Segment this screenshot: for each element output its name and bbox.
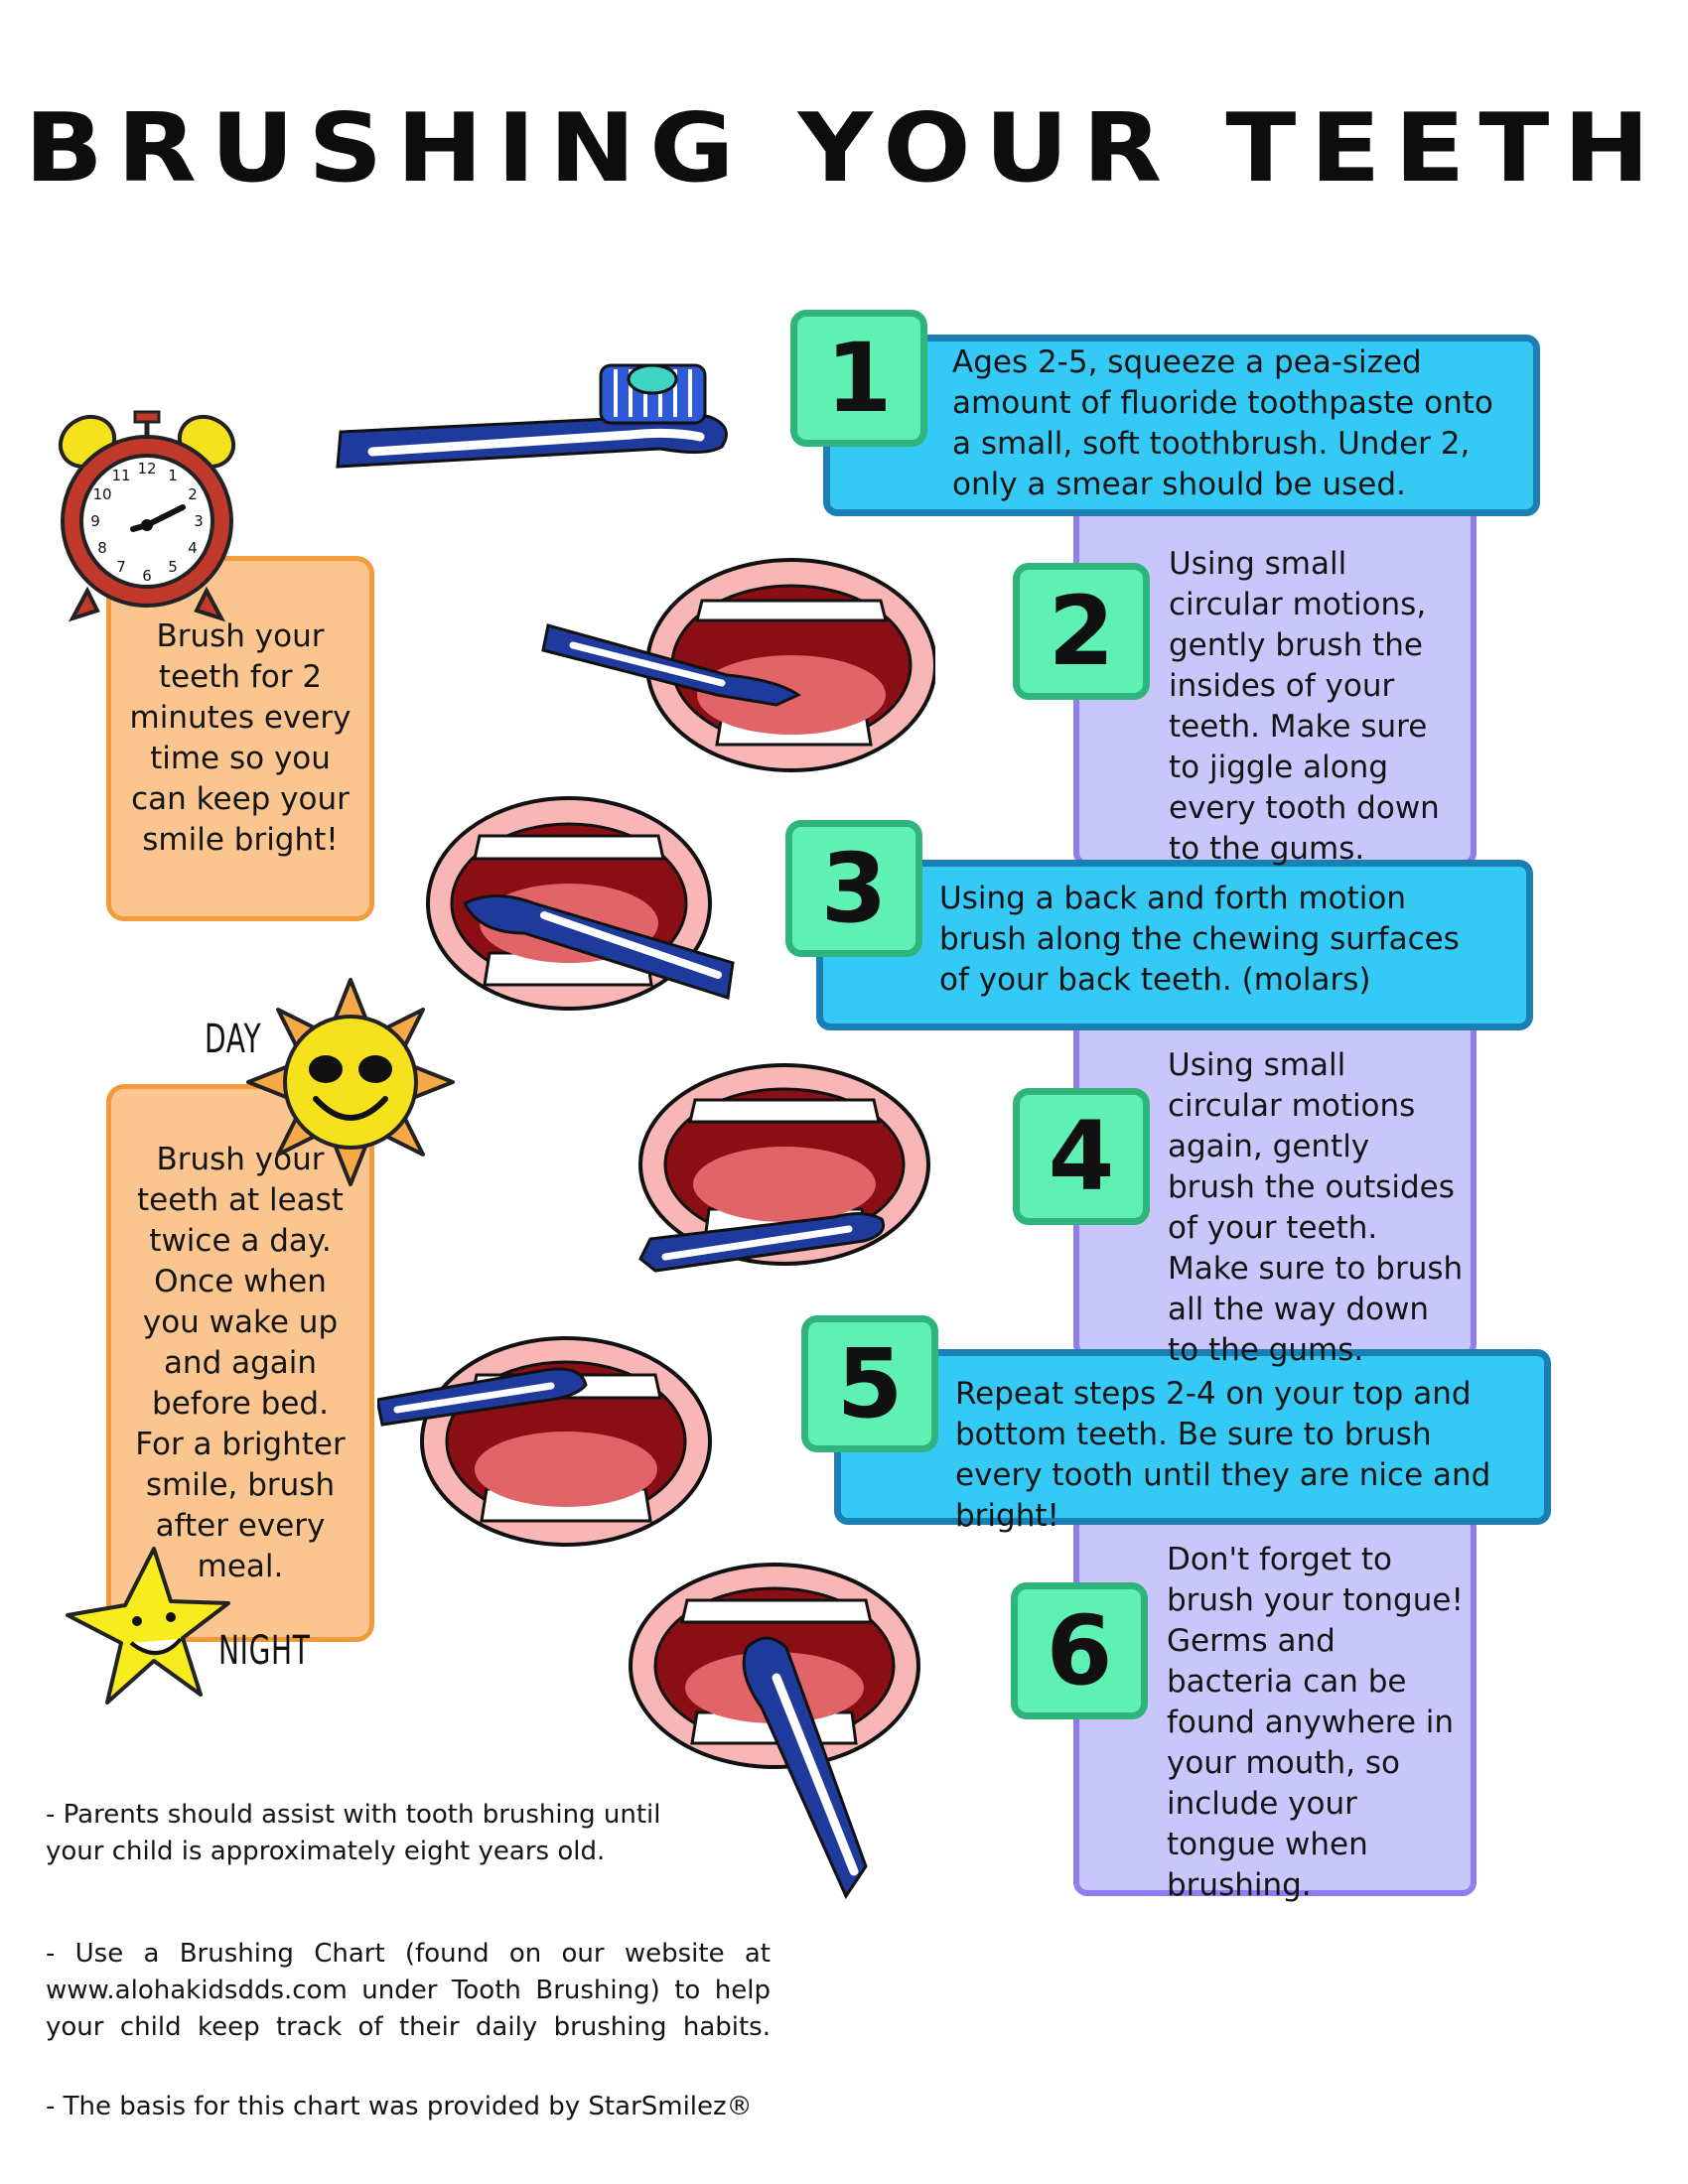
svg-text:6: 6	[142, 567, 152, 585]
svg-text:3: 3	[194, 512, 204, 530]
svg-text:8: 8	[97, 539, 107, 557]
alarm-clock-icon	[48, 402, 246, 625]
tip-duration-text: Brush your teeth for 2 minutes every time so you can keep your smile bright!	[129, 618, 352, 858]
step-4-text: Using small circular motions again, gently brush the outsides of your teeth. Make sure to brush all the way down to the gums.	[1168, 1047, 1464, 1368]
step-2-number: 2	[1013, 563, 1150, 700]
star-icon	[60, 1544, 233, 1722]
step-5-text: Repeat steps 2-4 on your top and bottom teeth. Be sure to brush every tooth until they are nice and bright!	[955, 1376, 1491, 1534]
day-label: DAY	[205, 1017, 262, 1062]
tip-frequency-text: Brush your teeth at least twice a day. Once when you wake up and again before bed. For a brighter smile, brush after every meal.	[135, 1141, 346, 1584]
night-label: NIGHT	[218, 1628, 311, 1674]
step-5-number: 5	[801, 1315, 938, 1452]
note-basis: - The basis for this chart was provided by StarSmilez®	[46, 2092, 753, 2121]
note-brushing-chart: - Use a Brushing Chart (found on our website at www.alohakidsdds.com under Tooth Brushing) to help your child keep track of their daily brushing habits.	[46, 1939, 771, 2042]
step-3-text: Using a back and forth motion brush along the chewing surfaces of your back teeth. (molars)	[939, 881, 1460, 998]
toothbrush-icon	[333, 357, 740, 477]
open-mouth-icon-step-3	[425, 794, 743, 1023]
step-6-text: Don't forget to brush your tongue! Germs and bacteria can be found anywhere in your mouth, so include your tongue when brushing.	[1167, 1542, 1464, 1903]
svg-text:10: 10	[92, 485, 112, 503]
page-title: BRUSHING YOUR TEETH	[24, 91, 1664, 205]
svg-text:4: 4	[188, 539, 198, 557]
step-6-number: 6	[1011, 1582, 1148, 1719]
svg-text:1: 1	[168, 467, 178, 484]
sun-icon	[246, 978, 455, 1186]
svg-text:11: 11	[111, 467, 131, 484]
open-mouth-icon-step-5	[377, 1330, 715, 1564]
step-1-number: 1	[790, 310, 927, 447]
svg-text:2: 2	[188, 485, 198, 503]
step-1-text: Ages 2-5, squeeze a pea-sized amount of fluoride toothpaste onto a small, soft toothbrush. Under 2, only a smear should be used.	[952, 344, 1493, 502]
svg-text:7: 7	[116, 558, 126, 576]
svg-text:12: 12	[137, 460, 157, 478]
note-parents: - Parents should assist with tooth brushing until your child is approximately eight years old.	[46, 1800, 661, 1866]
step-3-number: 3	[785, 820, 922, 957]
step-4-number: 4	[1013, 1088, 1150, 1225]
svg-text:9: 9	[90, 512, 100, 530]
svg-text:5: 5	[168, 558, 178, 576]
open-mouth-icon-step-2	[538, 556, 935, 784]
open-mouth-icon-step-4	[635, 1060, 933, 1284]
step-2-text: Using small circular motions, gently brush the insides of your teeth. Make sure to jiggle along every tooth down to the gums.	[1169, 546, 1440, 867]
